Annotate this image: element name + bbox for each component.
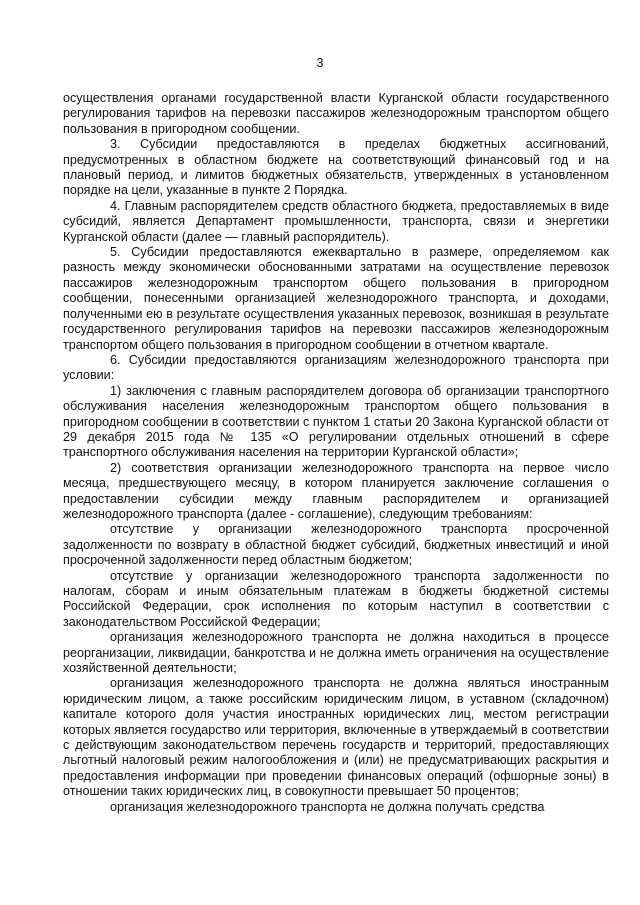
paragraph-item-3: 3. Субсидии предоставляются в пределах бюджетных ассигнований, предусмотренных в областном бюджете на соответствующий финансовый год и на плановый период, и лимитов бюджетных обязательств, утвержденных в установленном порядке на цели, указанные в пункте 2 Порядка.	[63, 137, 609, 198]
paragraph-requirement-debt: отсутствие у организации железнодорожного транспорта просроченной задолженности по возврату в областной бюджет субсидий, бюджетных инвестиций и иной просроченной задолженности перед областным бюджетом;	[63, 522, 609, 568]
document-body	[63, 91, 609, 815]
paragraph-continuation: осуществления органами государственной власти Курганской области государственного регулирования тарифов на перевозки пассажиров железнодорожным транспортом общего пользования в пригородном сообщении.	[63, 91, 609, 136]
paragraph-requirement-funds: организация железнодорожного транспорта не должна получать средства	[110, 799, 545, 814]
page-number: 3	[316, 56, 324, 70]
paragraph-requirement-taxes: отсутствие у организации железнодорожного транспорта задолженности по налогам, сборам и иным обязательным платежам в бюджеты бюджетной системы Российской Федерации, срок исполнения по которым наступил в соответствии с законодательством Российской Федерации;	[63, 568, 609, 629]
paragraph-requirement-reorganization: организация железнодорожного транспорта не должна находиться в процессе реорганизации, ликвидации, банкротства и не должна иметь ограничения на осуществление хозяйственной деятельности;	[63, 630, 609, 676]
paragraph-item-5: 5. Субсидии предоставляются ежеквартально в размере, определяемом как разность между экономически обоснованными затратами на осуществление перевозок пассажиров железнодорожным транспортом общего пользования в пригородном сообщении, понесенными организацией железнодорожного транспорта, и доходами, полученными ею в результате осуществления указанных перевозок, возникшая в результате государственного регулирования тарифов на перевозки пассажиров железнодорожным транспортом общего пользования в пригородном сообщении в отчетном квартале.	[63, 245, 609, 352]
paragraph-condition-1: 1) заключения с главным распорядителем договора об организации транспортного обслуживания населения железнодорожным транспортом общего пользования в пригородном сообщении в соответствии с пунктом 1 статьи 20 Закона Курганской области от 29 декабря 2015 года № 135 «О регулировании отдельных отношений в сфере транспортного обслуживания населения на территории Курганской области»;	[63, 383, 609, 460]
paragraph-item-6: 6. Субсидии предоставляются организациям железнодорожного транспорта при условии:	[63, 352, 609, 383]
paragraph-item-4: 4. Главным распорядителем средств областного бюджета, предоставляемых в виде субсидий, является Департамент промышленности, транспорта, связи и энергетики Курганской области (далее — главный распорядитель).	[63, 198, 609, 244]
paragraph-condition-2: 2) соответствия организации железнодорожного транспорта на первое число месяца, предшествующего месяцу, в котором планируется заключение соглашения о предоставлении субсидии между главным распорядителем и организацией железнодорожного транспорта (далее - соглашение), следующим требованиям:	[63, 460, 609, 521]
paragraph-requirement-foreign: организация железнодорожного транспорта не должна являться иностранным юридическим лицом, а также российским юридическим лицом, в уставном (складочном) капитале которого доля участия иностранных юридических лиц, местом регистрации которых является государство или территория, включенные в утверждаемый в соответствии с действующим законодательством перечень государств и территорий, предоставляющих льготный налоговый режим налогообложения и (или) не предусматривающих раскрытия и предоставления информации при проведении финансовых операций (офшорные зоны) в отношении таких юридических лиц, в совокупности превышает 50 процентов;	[63, 676, 609, 799]
